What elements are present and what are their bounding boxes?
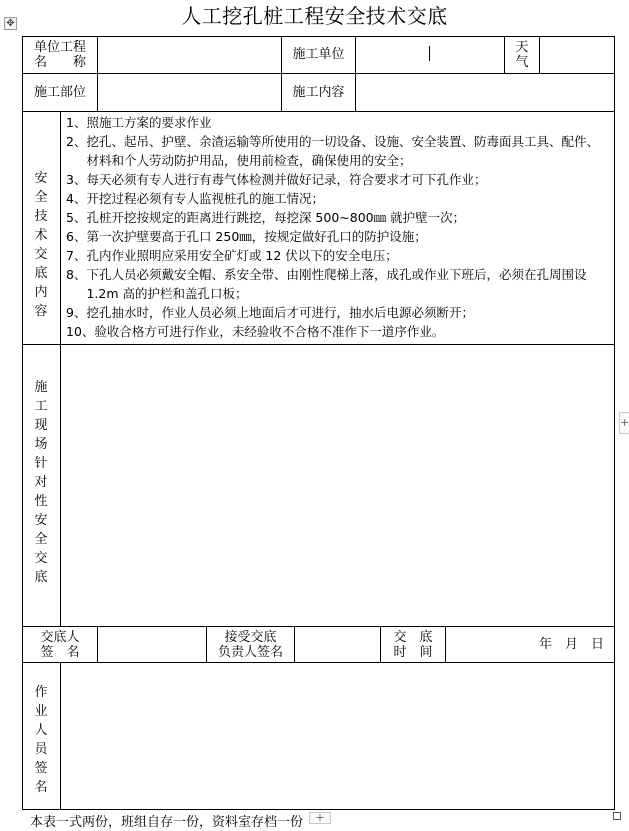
safety-item — [66, 208, 611, 227]
safety-item-number: 3、 — [66, 172, 87, 187]
weather-field[interactable] — [540, 37, 614, 73]
safety-item-number: 2、 — [66, 134, 87, 149]
safety-item — [66, 189, 611, 208]
date-field[interactable]: 年 月 日 — [538, 636, 604, 652]
workers-field[interactable] — [61, 663, 614, 809]
safety-item — [66, 113, 611, 132]
safety-content-label: 安全技术交底内容 — [34, 171, 48, 319]
safety-item — [66, 227, 611, 246]
safety-items-list[interactable] — [66, 113, 611, 341]
safety-item-number: 5、 — [66, 210, 87, 225]
safety-item-text: 孔桩开挖按规定的距离进行跳挖，每挖深 500~800㎜ 就护壁一次； — [86, 210, 466, 225]
safety-item-number: 10、 — [66, 324, 95, 339]
project-name-field[interactable] — [98, 37, 281, 73]
safety-item — [66, 322, 611, 341]
safety-item-number: 7、 — [66, 248, 87, 263]
table-resize-handle-icon[interactable] — [613, 812, 621, 820]
safety-item-number: 9、 — [66, 305, 87, 320]
safety-item-text: 下孔人员必须戴安全帽、系安全带、由刚性爬梯上落，成孔或作业下班后，必须在孔周围设 1.2m 高的护栏和盖孔口板； — [86, 267, 587, 301]
safety-item-text: 第一次护壁要高于孔口 250㎜，按规定做好孔口的防护设施； — [86, 229, 427, 244]
safety-item-text: 验收合格方可进行作业，未经验收不合格不准作下一道序作业。 — [94, 324, 445, 339]
insert-column-plus-icon[interactable]: + — [619, 412, 629, 434]
text-cursor — [429, 46, 430, 61]
receiver-field[interactable] — [295, 627, 380, 662]
work-content-label: 施工内容 — [292, 84, 345, 100]
safety-item-number: 4、 — [66, 191, 87, 206]
safety-item-text: 开挖过程必须有专人监视桩孔的施工情况； — [86, 191, 324, 206]
safety-item-text: 每天必须有专人进行有毒气体检测并做好记录，符合要求才可下孔作业； — [86, 172, 487, 187]
safety-item-text: 照施工方案的要求作业 — [86, 115, 212, 130]
handover-label: 交底人 签 名 — [40, 629, 80, 660]
safety-item-text: 挖孔、起吊、护壁、余渣运输等所使用的一切设备、设施、安全装置、防毒面具工具、配件、材料和个人劳动防护用品，使用前检查，确保使用的安全； — [86, 134, 599, 168]
time-label: 交 底 时 间 — [393, 629, 433, 660]
safety-item-text: 孔内作业照明应采用安全矿灯或 12 伏以下的安全电压； — [86, 248, 398, 263]
insert-row-plus-icon[interactable]: + — [309, 812, 331, 824]
safety-item-number: 1、 — [66, 115, 87, 130]
footer-note: 本表一式两份，班组自存一份，资料室存档一份 — [30, 815, 304, 830]
contractor-field[interactable] — [356, 37, 504, 73]
department-label: 施工部位 — [33, 84, 86, 100]
safety-item — [66, 170, 611, 189]
document-title: 人工挖孔桩工程安全技术交底 — [181, 4, 448, 28]
safety-item — [66, 132, 611, 170]
row-divider — [22, 111, 615, 112]
project-name-label: 单位工程 名 称 — [33, 40, 86, 70]
site-safety-field[interactable] — [61, 345, 614, 626]
work-content-field[interactable] — [356, 74, 614, 111]
table-move-handle-icon[interactable]: ✥ — [4, 17, 17, 30]
safety-item-number: 8、 — [66, 267, 87, 282]
contractor-label: 施工单位 — [292, 47, 345, 62]
handover-field[interactable] — [98, 627, 206, 662]
safety-item-number: 6、 — [66, 229, 87, 244]
workers-label: 作业人员签名 — [34, 685, 48, 795]
safety-item-text: 挖孔抽水时，作业人员必须上地面后才可进行，抽水后电源必须断开； — [86, 305, 474, 320]
site-safety-label: 施工现场针对性安全交底 — [34, 380, 48, 585]
safety-item — [66, 246, 611, 265]
weather-label: 天 气 — [515, 40, 529, 70]
safety-item — [66, 303, 611, 322]
department-field[interactable] — [98, 74, 281, 111]
safety-item — [66, 265, 611, 303]
receiver-label: 接受交底 负责人签名 — [217, 629, 283, 660]
